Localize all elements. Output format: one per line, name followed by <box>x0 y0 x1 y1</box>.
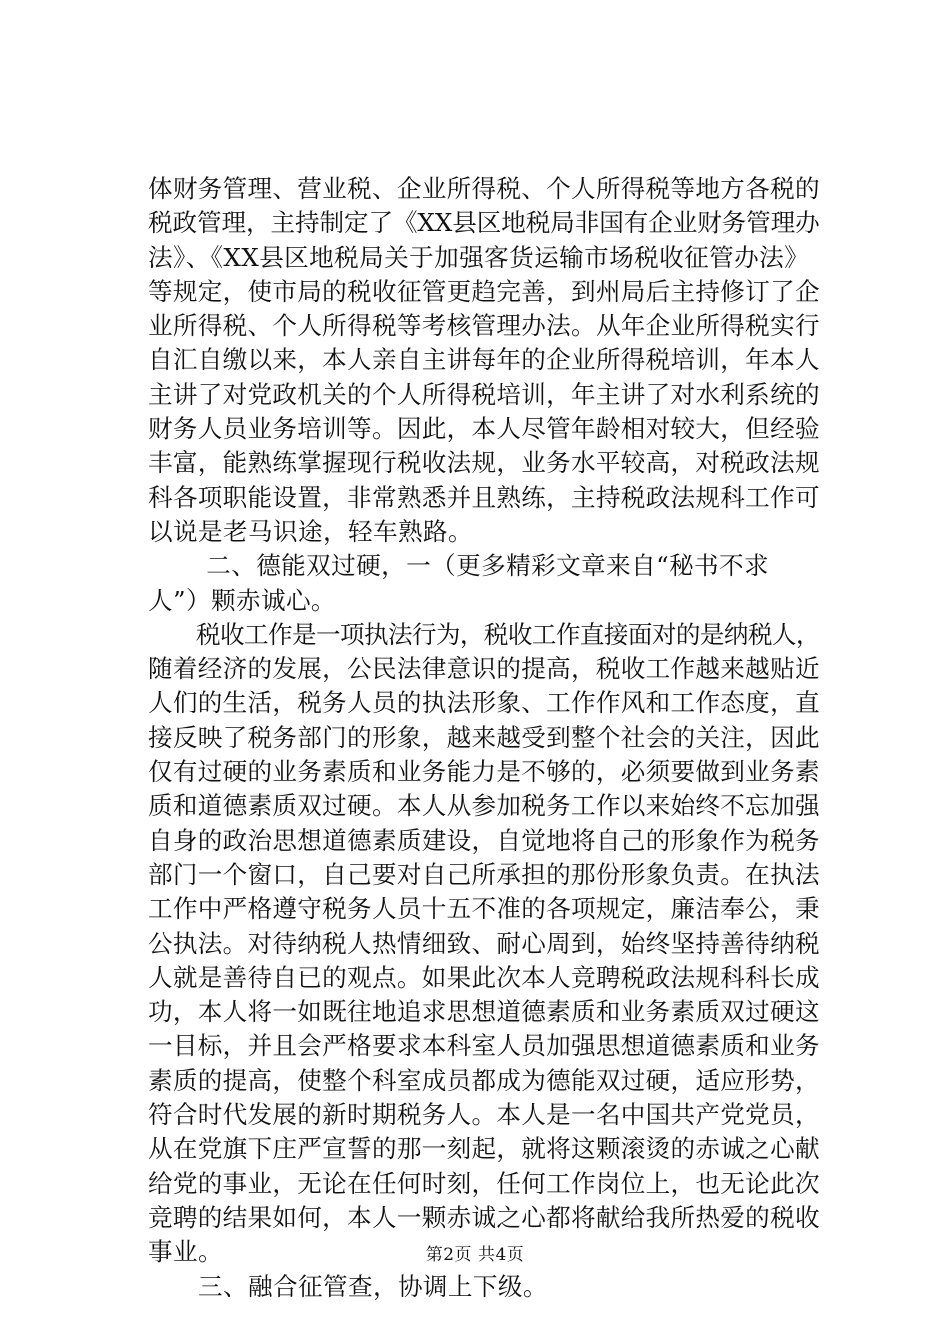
text-line: 税政管理，主持制定了《XX县区地税局非国有企业财务管理办 <box>148 208 820 238</box>
text-line: 一目标，并且会严格要求本科室人员加强思想道德素质和业务 <box>148 1031 820 1061</box>
text-line: 业所得税、个人所得税等考核管理办法。从年企业所得税实行 <box>148 311 820 341</box>
text-line: 功，本人将一如既往地追求思想道德素质和业务素质双过硬这 <box>148 997 820 1027</box>
text-line: 竞聘的结果如何，本人一颗赤诚之心都将献给我所热爱的税收 <box>148 1202 820 1232</box>
text-line: 税收工作是一项执法行为，税收工作直接面对的是纳税人， <box>148 619 820 649</box>
text-line: 人们的生活，税务人员的执法形象、工作作风和工作态度，直 <box>148 688 820 718</box>
text-line: 人就是善待自已的观点。如果此次本人竞聘税政法规科科长成 <box>148 962 820 992</box>
text-line: 自汇自缴以来，本人亲自主讲每年的企业所得税培训，年本人 <box>148 345 820 375</box>
text-line: 科各项职能设置，非常熟悉并且熟练，主持税政法规科工作可 <box>148 482 820 512</box>
text-line: 部门一个窗口，自己要对自己所承担的那份形象负责。在执法 <box>148 859 820 889</box>
text-line: 从在党旗下庄严宣誓的那一刻起，就将这颗滚烫的赤诚之心献 <box>148 1134 820 1164</box>
text-line: 仅有过硬的业务素质和业务能力是不够的，必须要做到业务素 <box>148 757 820 787</box>
text-line: 符合时代发展的新时期税务人。本人是一名中国共产党党员， <box>148 1100 820 1130</box>
text-line: 等规定，使市局的税收征管更趋完善，到州局后主持修订了企 <box>148 276 820 306</box>
text-line: 接反映了税务部门的形象，越来越受到整个社会的关注，因此 <box>148 722 820 752</box>
text-line: 法》、《XX县区地税局关于加强客货运输市场税收征管办法》 <box>148 242 810 272</box>
text-line: 给党的事业，无论在任何时刻，任何工作岗位上，也无论此次 <box>148 1168 820 1198</box>
text-line: 丰富，能熟练掌握现行税收法规，业务水平较高，对税政法规 <box>148 448 820 478</box>
document-body <box>148 172 820 1304</box>
text-line: 以说是老马识途，轻车熟路。 <box>148 516 473 546</box>
text-line: 自身的政治思想道德素质建设，自觉地将自己的形象作为税务 <box>148 825 820 855</box>
text-line: 质和道德素质双过硬。本人从参加税务工作以来始终不忘加强 <box>148 791 820 821</box>
page-footer: 第2页 共4页 <box>425 1245 525 1265</box>
text-line: 体财务管理、营业税、企业所得税、个人所得税等地方各税的 <box>148 174 820 203</box>
text-line: 素质的提高，使整个科室成员都成为德能双过硬，适应形势， <box>148 1065 820 1095</box>
text-line: 人”）颗赤诚心。 <box>148 585 336 615</box>
text-line: 工作中严格遵守税务人员十五不准的各项规定，廉洁奉公，秉 <box>148 894 820 924</box>
text-line: 主讲了对党政机关的个人所得税培训，年主讲了对水利系统的 <box>148 379 820 409</box>
text-line: 二、德能双过硬，一（更多精彩文章来自“秘书不求 <box>148 551 770 581</box>
text-line: 财务人员业务培训等。因此，本人尽管年龄相对较大，但经验 <box>148 414 820 444</box>
text-line: 事业。 <box>148 1237 223 1267</box>
text-line: 公执法。对待纳税人热情细致、耐心周到，始终坚持善待纳税 <box>148 928 820 958</box>
text-line: 三、融合征管查，协调上下级。 <box>148 1271 548 1301</box>
text-line: 随着经济的发展，公民法律意识的提高，税收工作越来越贴近 <box>148 654 820 684</box>
